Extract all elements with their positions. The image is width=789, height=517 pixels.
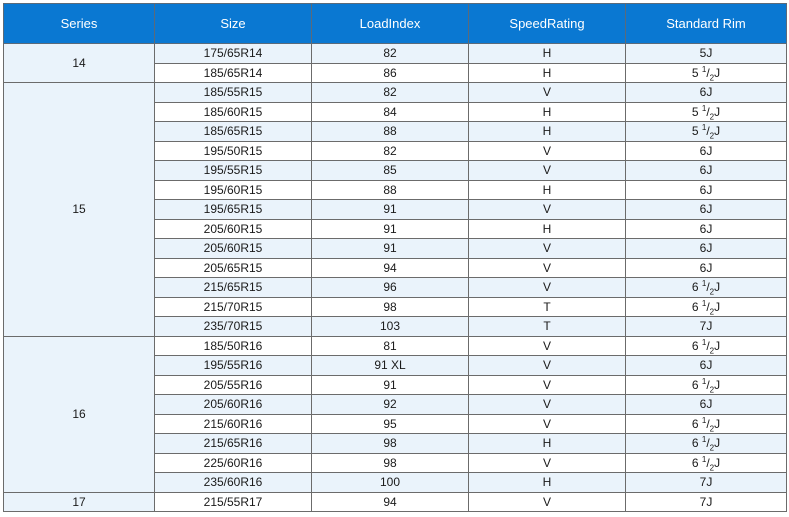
size-cell: 235/60R16 bbox=[155, 473, 312, 493]
load-index-cell: 91 XL bbox=[312, 356, 469, 376]
rim-cell: 6J bbox=[626, 200, 787, 220]
speed-rating-cell: V bbox=[469, 258, 626, 278]
load-index-cell: 98 bbox=[312, 434, 469, 454]
speed-rating-cell: V bbox=[469, 453, 626, 473]
load-index-cell: 98 bbox=[312, 453, 469, 473]
table-row bbox=[4, 492, 787, 512]
rim-cell: 5 $^1/_2J$ bbox=[626, 102, 787, 122]
size-cell: 215/65R15 bbox=[155, 278, 312, 298]
speed-rating-cell: V bbox=[469, 336, 626, 356]
load-index-cell: 91 bbox=[312, 375, 469, 395]
speed-rating-cell: V bbox=[469, 141, 626, 161]
rim-cell: 5J bbox=[626, 44, 787, 64]
rim-cell: 7J bbox=[626, 317, 787, 337]
speed-rating-cell: H bbox=[469, 473, 626, 493]
load-index-cell: 88 bbox=[312, 180, 469, 200]
size-cell: 205/65R15 bbox=[155, 258, 312, 278]
rim-cell: 6J bbox=[626, 161, 787, 181]
rim-cell: 6 $^1/_2J$ bbox=[626, 297, 787, 317]
table-row bbox=[4, 83, 787, 103]
load-index-cell: 98 bbox=[312, 297, 469, 317]
load-index-cell: 84 bbox=[312, 102, 469, 122]
speed-rating-cell: T bbox=[469, 297, 626, 317]
rim-cell: 6J bbox=[626, 180, 787, 200]
size-cell: 215/55R17 bbox=[155, 492, 312, 512]
header-standard-rim: Standard Rim bbox=[626, 4, 787, 44]
speed-rating-cell: H bbox=[469, 219, 626, 239]
rim-cell: 6 $^1/_2J$ bbox=[626, 375, 787, 395]
rim-cell: 6J bbox=[626, 141, 787, 161]
speed-rating-cell: H bbox=[469, 63, 626, 83]
load-index-cell: 92 bbox=[312, 395, 469, 415]
load-index-cell: 82 bbox=[312, 44, 469, 64]
load-index-cell: 82 bbox=[312, 141, 469, 161]
rim-cell: 6J bbox=[626, 219, 787, 239]
series-cell: 14 bbox=[4, 44, 155, 83]
series-cell: 17 bbox=[4, 492, 155, 512]
load-index-cell: 96 bbox=[312, 278, 469, 298]
load-index-cell: 88 bbox=[312, 122, 469, 142]
speed-rating-cell: V bbox=[469, 356, 626, 376]
speed-rating-cell: V bbox=[469, 414, 626, 434]
rim-cell: 6J bbox=[626, 239, 787, 259]
speed-rating-cell: V bbox=[469, 278, 626, 298]
size-cell: 195/50R15 bbox=[155, 141, 312, 161]
size-cell: 215/60R16 bbox=[155, 414, 312, 434]
size-cell: 185/60R15 bbox=[155, 102, 312, 122]
size-cell: 185/50R16 bbox=[155, 336, 312, 356]
rim-cell: 6J bbox=[626, 356, 787, 376]
load-index-cell: 100 bbox=[312, 473, 469, 493]
tire-spec-table bbox=[3, 3, 787, 512]
rim-cell: 6 $^1/_2J$ bbox=[626, 434, 787, 454]
rim-cell: 6J bbox=[626, 83, 787, 103]
load-index-cell: 81 bbox=[312, 336, 469, 356]
load-index-cell: 94 bbox=[312, 492, 469, 512]
rim-cell: 6J bbox=[626, 395, 787, 415]
rim-cell: 6J bbox=[626, 258, 787, 278]
table-row bbox=[4, 44, 787, 64]
series-cell: 16 bbox=[4, 336, 155, 492]
header-speed-rating: SpeedRating bbox=[469, 4, 626, 44]
load-index-cell: 86 bbox=[312, 63, 469, 83]
load-index-cell: 82 bbox=[312, 83, 469, 103]
size-cell: 175/65R14 bbox=[155, 44, 312, 64]
load-index-cell: 95 bbox=[312, 414, 469, 434]
speed-rating-cell: V bbox=[469, 200, 626, 220]
size-cell: 205/60R15 bbox=[155, 239, 312, 259]
load-index-cell: 91 bbox=[312, 239, 469, 259]
size-cell: 185/65R14 bbox=[155, 63, 312, 83]
size-cell: 225/60R16 bbox=[155, 453, 312, 473]
speed-rating-cell: V bbox=[469, 375, 626, 395]
size-cell: 185/55R15 bbox=[155, 83, 312, 103]
size-cell: 195/65R15 bbox=[155, 200, 312, 220]
speed-rating-cell: H bbox=[469, 180, 626, 200]
load-index-cell: 94 bbox=[312, 258, 469, 278]
speed-rating-cell: V bbox=[469, 161, 626, 181]
speed-rating-cell: H bbox=[469, 434, 626, 454]
size-cell: 235/70R15 bbox=[155, 317, 312, 337]
header-load-index: LoadIndex bbox=[312, 4, 469, 44]
load-index-cell: 103 bbox=[312, 317, 469, 337]
rim-cell: 5 $^1/_2J$ bbox=[626, 122, 787, 142]
table-body bbox=[4, 44, 787, 512]
size-cell: 185/65R15 bbox=[155, 122, 312, 142]
load-index-cell: 91 bbox=[312, 200, 469, 220]
series-cell: 15 bbox=[4, 83, 155, 337]
size-cell: 195/60R15 bbox=[155, 180, 312, 200]
header-series: Series bbox=[4, 4, 155, 44]
size-cell: 195/55R15 bbox=[155, 161, 312, 181]
speed-rating-cell: H bbox=[469, 44, 626, 64]
size-cell: 205/60R15 bbox=[155, 219, 312, 239]
size-cell: 205/60R16 bbox=[155, 395, 312, 415]
header-row bbox=[4, 4, 787, 44]
load-index-cell: 85 bbox=[312, 161, 469, 181]
speed-rating-cell: V bbox=[469, 239, 626, 259]
speed-rating-cell: T bbox=[469, 317, 626, 337]
size-cell: 205/55R16 bbox=[155, 375, 312, 395]
rim-cell: 7J bbox=[626, 473, 787, 493]
speed-rating-cell: V bbox=[469, 83, 626, 103]
speed-rating-cell: H bbox=[469, 122, 626, 142]
size-cell: 195/55R16 bbox=[155, 356, 312, 376]
rim-cell: 6 $^1/_2J$ bbox=[626, 278, 787, 298]
table-row bbox=[4, 336, 787, 356]
size-cell: 215/65R16 bbox=[155, 434, 312, 454]
speed-rating-cell: V bbox=[469, 395, 626, 415]
header-size: Size bbox=[155, 4, 312, 44]
rim-cell: 6 $^1/_2J$ bbox=[626, 336, 787, 356]
rim-cell: 6 $^1/_2J$ bbox=[626, 453, 787, 473]
rim-cell: 7J bbox=[626, 492, 787, 512]
speed-rating-cell: V bbox=[469, 492, 626, 512]
size-cell: 215/70R15 bbox=[155, 297, 312, 317]
load-index-cell: 91 bbox=[312, 219, 469, 239]
rim-cell: 6 $^1/_2J$ bbox=[626, 414, 787, 434]
rim-cell: 5 $^1/_2J$ bbox=[626, 63, 787, 83]
speed-rating-cell: H bbox=[469, 102, 626, 122]
